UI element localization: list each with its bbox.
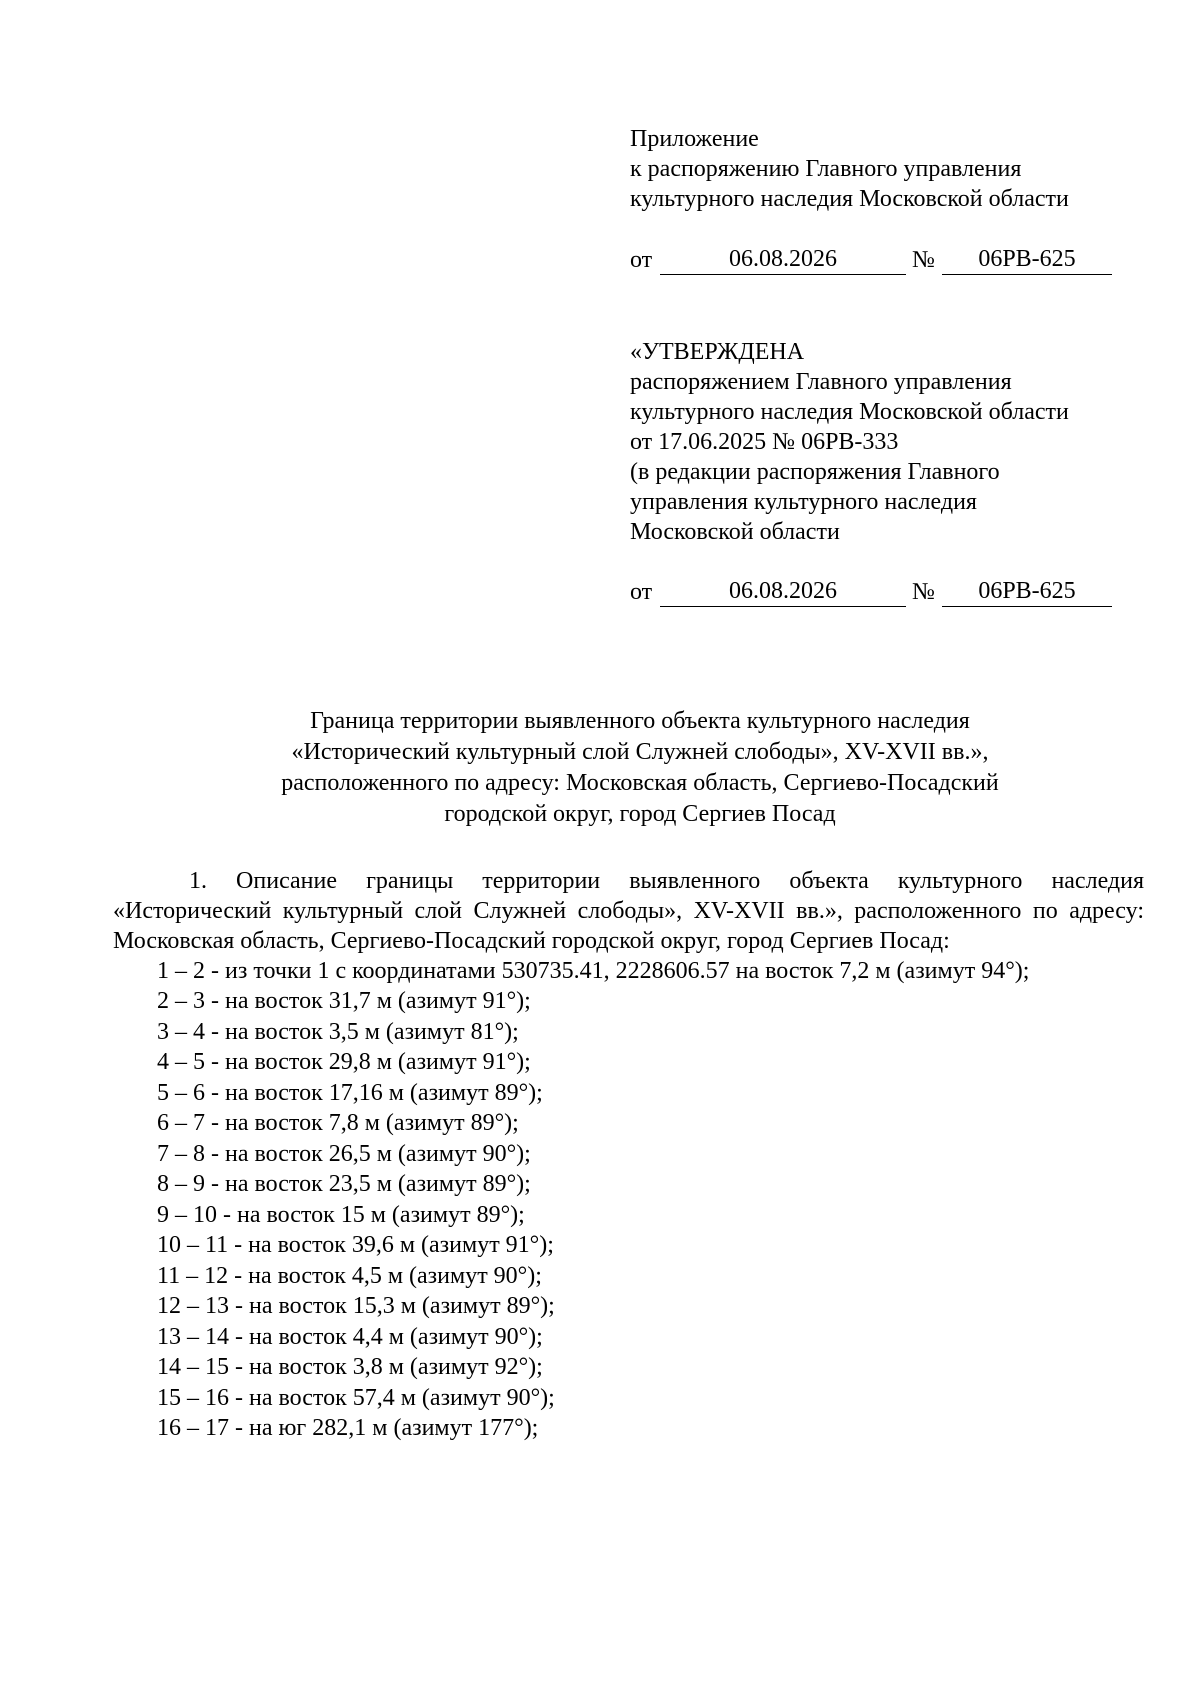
- description-intro: 1. Описание границы территории выявленного объекта культурного наследия «Исторический культурный слой Служней слободы», XV-XVII вв.», расположенного по адресу: Московская область, Сергиево-Посадский городской округ, город Сергиев Посад:: [113, 868, 1144, 954]
- document-title: [120, 706, 1160, 830]
- appendix-date: 06.08.2026: [660, 244, 906, 275]
- appendix-line: к распоряжению Главного управления: [630, 156, 1022, 182]
- title-line: Граница территории выявленного объекта культурного наследия: [310, 708, 970, 734]
- boundary-segment: 8 – 9 - на восток 23,5 м (азимут 89°);: [157, 1171, 531, 1197]
- boundary-segment: 14 – 15 - на восток 3,8 м (азимут 92°);: [157, 1354, 543, 1380]
- boundary-segment: 12 – 13 - на восток 15,3 м (азимут 89°);: [157, 1293, 555, 1319]
- appendix-line: культурного наследия Московской области: [630, 186, 1069, 212]
- boundary-segment: 16 – 17 - на юг 282,1 м (азимут 177°);: [157, 1415, 539, 1441]
- number-label: №: [912, 247, 935, 273]
- appendix-line: Приложение: [630, 126, 759, 152]
- appendix-date-line: [630, 244, 1120, 276]
- boundary-segment: 5 – 6 - на восток 17,16 м (азимут 89°);: [157, 1079, 543, 1106]
- boundary-segment: 2 – 3 - на восток 31,7 м (азимут 91°);: [157, 988, 531, 1014]
- boundary-segment: 3 – 4 - на восток 3,5 м (азимут 81°);: [157, 1018, 519, 1045]
- approved-line: Московской области: [630, 519, 840, 545]
- boundary-segment: 15 – 16 - на восток 57,4 м (азимут 90°);: [157, 1384, 555, 1411]
- boundary-segment: 10 – 11 - на восток 39,6 м (азимут 91°);: [157, 1232, 554, 1258]
- approved-line: распоряжением Главного управления: [630, 369, 1012, 395]
- boundary-segment: 13 – 14 - на восток 4,4 м (азимут 90°);: [157, 1323, 543, 1350]
- approved-block: [630, 337, 1069, 547]
- boundary-segment: 7 – 8 - на восток 26,5 м (азимут 90°);: [157, 1140, 531, 1167]
- appendix-header: [630, 124, 1069, 214]
- number-label: №: [912, 579, 935, 605]
- boundary-description: [113, 866, 1144, 1444]
- approved-line: «УТВЕРЖДЕНА: [630, 339, 805, 365]
- title-line: «Исторический культурный слой Служней слободы», XV-XVII вв.»,: [291, 739, 989, 765]
- approved-line: (в редакции распоряжения Главного: [630, 459, 1000, 485]
- approved-date-line: [630, 576, 1120, 608]
- title-line: городской округ, город Сергиев Посад: [444, 801, 836, 827]
- approved-date: 06.08.2026: [660, 576, 906, 607]
- boundary-segment: 4 – 5 - на восток 29,8 м (азимут 91°);: [157, 1049, 531, 1075]
- approved-number: 06РВ-625: [942, 576, 1112, 607]
- boundary-segment: 6 – 7 - на восток 7,8 м (азимут 89°);: [157, 1110, 519, 1136]
- boundary-segment: 1 – 2 - из точки 1 с координатами 530735.41, 2228606.57 на восток 7,2 м (азимут 94°);: [157, 958, 1030, 984]
- appendix-number: 06РВ-625: [942, 244, 1112, 275]
- date-label: от: [630, 247, 653, 273]
- approved-line: культурного наследия Московской области: [630, 399, 1069, 425]
- boundary-segment: 11 – 12 - на восток 4,5 м (азимут 90°);: [157, 1262, 542, 1289]
- approved-line: от 17.06.2025 № 06РВ-333: [630, 429, 899, 455]
- boundary-segment: 9 – 10 - на восток 15 м (азимут 89°);: [157, 1201, 525, 1228]
- date-label: от: [630, 579, 653, 605]
- title-line: расположенного по адресу: Московская область, Сергиево-Посадский: [281, 770, 999, 796]
- approved-line: управления культурного наследия: [630, 489, 977, 515]
